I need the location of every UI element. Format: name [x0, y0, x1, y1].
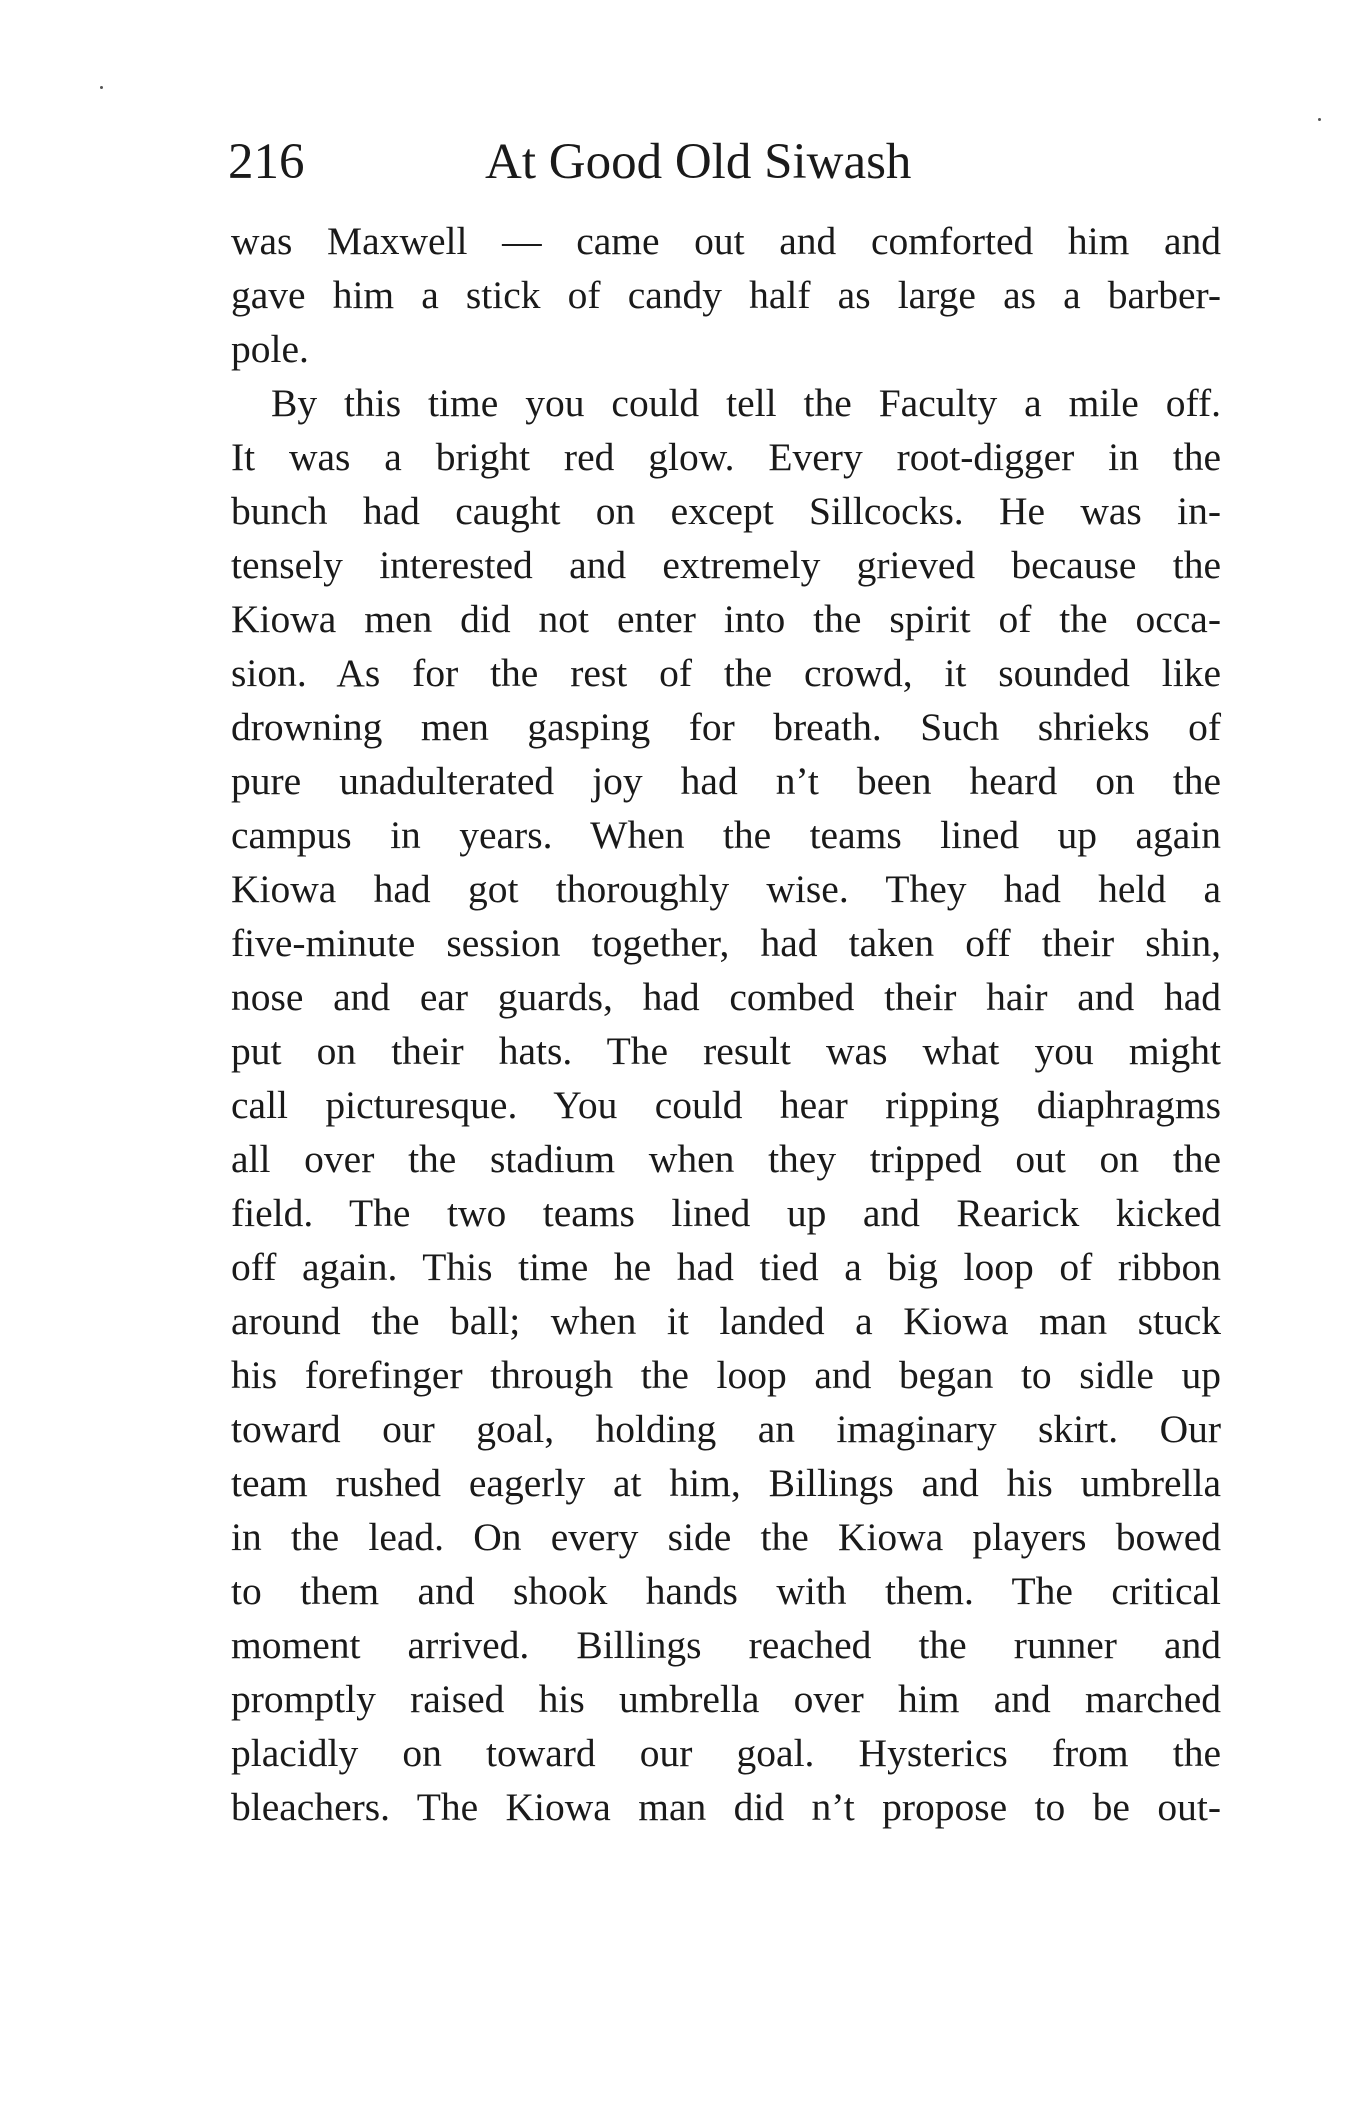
- text-line: gave him a stick of candy half as large as a barber-: [231, 273, 1221, 317]
- text-line: all over the stadium when they tripped out on the: [231, 1137, 1221, 1181]
- text-line: By this time you could tell the Faculty a mile off.: [271, 381, 1221, 425]
- text-line: off again. This time he had tied a big loop of ribbon: [231, 1245, 1221, 1289]
- text-line: toward our goal, holding an imaginary skirt. Our: [231, 1407, 1221, 1451]
- text-line: five-minute session together, had taken off their shin,: [231, 921, 1221, 965]
- text-line: pure unadulterated joy had n’t been heard on the: [231, 759, 1221, 803]
- text-line: Kiowa men did not enter into the spirit of the occa-: [231, 597, 1221, 641]
- page-number: 216: [228, 134, 305, 190]
- text-line: drowning men gasping for breath. Such shrieks of: [231, 705, 1221, 749]
- page-header: [228, 132, 1228, 192]
- text-line: It was a bright red glow. Every root-digger in the: [231, 435, 1221, 479]
- text-line: around the ball; when it landed a Kiowa man stuck: [231, 1299, 1221, 1343]
- text-line: promptly raised his umbrella over him and marched: [231, 1677, 1221, 1721]
- text-line: pole.: [231, 327, 309, 371]
- text-line: campus in years. When the teams lined up again: [231, 813, 1221, 857]
- text-line: Kiowa had got thoroughly wise. They had held a: [231, 867, 1221, 911]
- text-line: to them and shook hands with them. The critical: [231, 1569, 1221, 1613]
- body-text: [231, 214, 1221, 1834]
- text-line: in the lead. On every side the Kiowa players bowed: [231, 1515, 1221, 1559]
- text-line: placidly on toward our goal. Hysterics from the: [231, 1731, 1221, 1775]
- text-line: was Maxwell — came out and comforted him and: [231, 219, 1221, 263]
- text-line: sion. As for the rest of the crowd, it sounded like: [231, 651, 1221, 695]
- text-line: call picturesque. You could hear ripping diaphragms: [231, 1083, 1221, 1127]
- text-line: his forefinger through the loop and began to sidle up: [231, 1353, 1221, 1397]
- text-line: team rushed eagerly at him, Billings and his umbrella: [231, 1461, 1221, 1505]
- text-line: bunch had caught on except Sillcocks. He was in-: [231, 489, 1221, 533]
- text-line: moment arrived. Billings reached the runner and: [231, 1623, 1221, 1667]
- text-line: tensely interested and extremely grieved because the: [231, 543, 1221, 587]
- paper-speck: [100, 86, 103, 89]
- text-line: nose and ear guards, had combed their hair and had: [231, 975, 1221, 1019]
- running-title: At Good Old Siwash: [485, 134, 912, 190]
- text-line: field. The two teams lined up and Rearick kicked: [231, 1191, 1221, 1235]
- text-line: bleachers. The Kiowa man did n’t propose to be out-: [231, 1785, 1221, 1829]
- text-line: put on their hats. The result was what you might: [231, 1029, 1221, 1073]
- paper-speck: [1318, 118, 1321, 121]
